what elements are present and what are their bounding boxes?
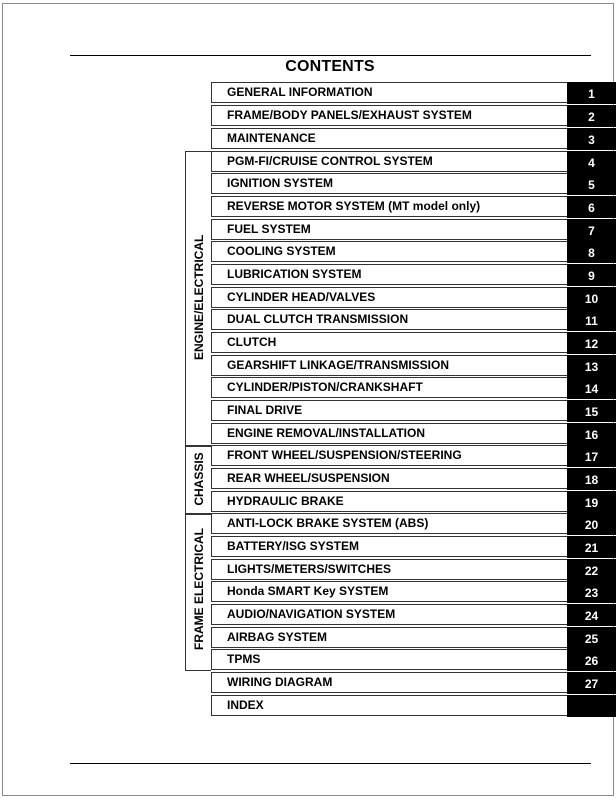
toc-row-label: MAINTENANCE	[227, 131, 316, 145]
toc-row[interactable]	[211, 536, 616, 558]
toc-row[interactable]	[211, 264, 616, 286]
toc-row-number: 16	[567, 423, 616, 445]
toc-row-number: 12	[567, 332, 616, 354]
toc-row-label: ANTI-LOCK BRAKE SYSTEM (ABS)	[227, 516, 429, 530]
toc-row-number: 25	[567, 627, 616, 649]
toc-row-label: FRONT WHEEL/SUSPENSION/STEERING	[227, 448, 462, 462]
toc-row-number: 14	[567, 377, 616, 399]
toc-row[interactable]	[211, 105, 616, 127]
toc-row-number: 11	[567, 309, 616, 331]
toc-row[interactable]	[211, 332, 616, 354]
toc-row-number: 23	[567, 581, 616, 603]
toc-row[interactable]	[211, 581, 616, 603]
toc-row[interactable]	[211, 400, 616, 422]
bottom-rule	[70, 763, 591, 764]
toc-row[interactable]	[211, 241, 616, 263]
toc-row-label: WIRING DIAGRAM	[227, 675, 333, 689]
toc-row-label: BATTERY/ISG SYSTEM	[227, 539, 360, 553]
toc-row-label: CLUTCH	[227, 335, 277, 349]
toc-row-label: AIRBAG SYSTEM	[227, 630, 328, 644]
toc-row-label: CYLINDER/PISTON/CRANKSHAFT	[227, 380, 423, 394]
toc-row-number: 24	[567, 604, 616, 626]
toc-row[interactable]	[211, 219, 616, 241]
toc-row[interactable]	[211, 377, 616, 399]
toc-row[interactable]	[211, 604, 616, 626]
toc-row-number: 1	[567, 82, 616, 104]
toc-row[interactable]	[211, 151, 616, 173]
toc-row-box	[211, 695, 567, 716]
toc-row-label: INDEX	[227, 698, 264, 712]
toc-row-label: LUBRICATION SYSTEM	[227, 267, 362, 281]
toc-row-label: GENERAL INFORMATION	[227, 85, 373, 99]
page-title: CONTENTS	[285, 58, 375, 75]
toc-row-label: FUEL SYSTEM	[227, 222, 311, 236]
toc-row-box	[211, 649, 567, 670]
toc-row-label: LIGHTS/METERS/SWITCHES	[227, 562, 392, 576]
toc-row-number: 4	[567, 151, 616, 173]
toc-row-label: FINAL DRIVE	[227, 403, 303, 417]
toc-row-number: 22	[567, 559, 616, 581]
toc-row-label: REVERSE MOTOR SYSTEM (MT model only)	[227, 199, 481, 213]
toc-row-label: REAR WHEEL/SUSPENSION	[227, 471, 390, 485]
toc-row-number: 20	[567, 513, 616, 535]
toc-row-label: PGM-FI/CRUISE CONTROL SYSTEM	[227, 154, 433, 168]
toc-row-number: 10	[567, 287, 616, 309]
toc-row[interactable]	[211, 309, 616, 331]
toc-row-number: 6	[567, 196, 616, 218]
toc-row-label: ENGINE REMOVAL/INSTALLATION	[227, 426, 425, 440]
toc-row-number: 26	[567, 649, 616, 671]
toc-row-label: COOLING SYSTEM	[227, 244, 336, 258]
toc-row[interactable]	[211, 695, 616, 717]
toc-row-label: AUDIO/NAVIGATION SYSTEM	[227, 607, 396, 621]
toc-row-number: 5	[567, 173, 616, 195]
toc-row-label: TPMS	[227, 652, 261, 666]
toc-row[interactable]	[211, 355, 616, 377]
toc-row-label: Honda SMART Key SYSTEM	[227, 584, 389, 598]
toc-row-number: 9	[567, 264, 616, 286]
toc-row-number: 13	[567, 355, 616, 377]
toc-row-number: 8	[567, 241, 616, 263]
toc-row[interactable]	[211, 559, 616, 581]
toc-row[interactable]	[211, 82, 616, 104]
toc-row-number: 19	[567, 491, 616, 513]
toc-row-number: 15	[567, 400, 616, 422]
toc-row[interactable]	[211, 445, 616, 467]
toc-row[interactable]	[211, 173, 616, 195]
toc-row-label: CYLINDER HEAD/VALVES	[227, 290, 376, 304]
section-label-frame: FRAME ELECTRICAL	[192, 528, 206, 650]
toc-row-number	[567, 695, 616, 717]
toc-row[interactable]	[211, 468, 616, 490]
toc-row[interactable]	[211, 627, 616, 649]
toc-row-number: 3	[567, 128, 616, 150]
toc-row-label: FRAME/BODY PANELS/EXHAUST SYSTEM	[227, 108, 472, 122]
toc-row-number: 21	[567, 536, 616, 558]
toc-row[interactable]	[211, 649, 616, 671]
top-rule	[70, 55, 591, 56]
section-label-chassis: CHASSIS	[192, 452, 206, 506]
toc-row[interactable]	[211, 287, 616, 309]
toc-row-number: 18	[567, 468, 616, 490]
toc-row[interactable]	[211, 196, 616, 218]
toc-row-number: 2	[567, 105, 616, 127]
toc-row[interactable]	[211, 423, 616, 445]
toc-row-number: 7	[567, 219, 616, 241]
toc-row-label: GEARSHIFT LINKAGE/TRANSMISSION	[227, 358, 450, 372]
toc-row[interactable]	[211, 513, 616, 535]
toc-row-number: 17	[567, 445, 616, 467]
section-label-engine: ENGINE/ELECTRICAL	[192, 234, 206, 360]
toc-row-label: DUAL CLUTCH TRANSMISSION	[227, 312, 409, 326]
toc-row[interactable]	[211, 491, 616, 513]
toc-row-label: IGNITION SYSTEM	[227, 176, 334, 190]
toc-row-label: HYDRAULIC BRAKE	[227, 494, 344, 508]
toc-row[interactable]	[211, 672, 616, 694]
toc-row[interactable]	[211, 128, 616, 150]
toc-row-number: 27	[567, 672, 616, 694]
